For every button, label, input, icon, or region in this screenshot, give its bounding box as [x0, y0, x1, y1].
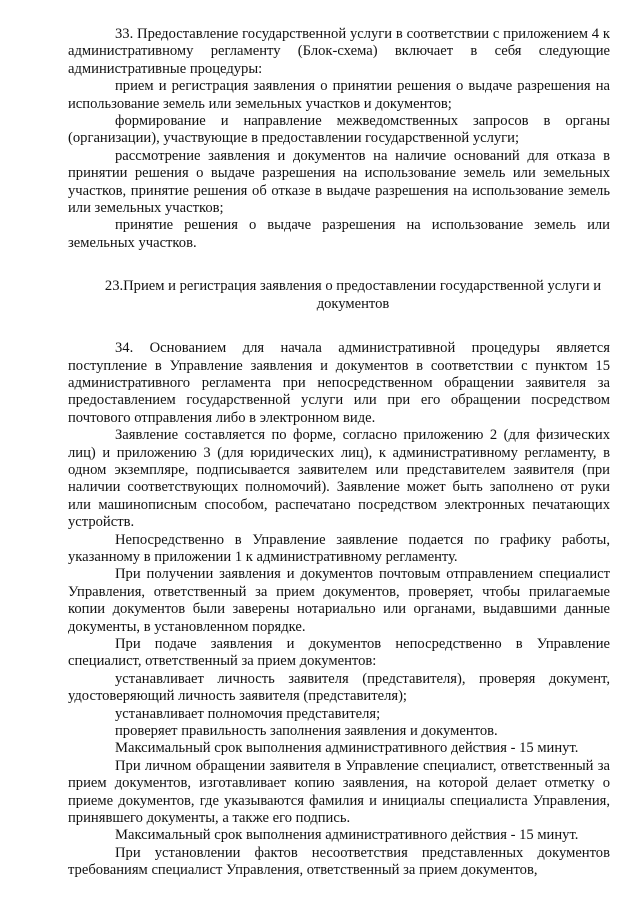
paragraph-34-direct-item-2: устанавливает полномочия представителя; [115, 705, 381, 722]
document-page [68, 26, 610, 880]
paragraph-34-direct-item-3: проверяет правильность заполнения заявления и документов. [115, 723, 498, 740]
paragraph-34-form: Заявление составляется по форме, согласно приложению 2 (для физических лиц) и приложению 3 (для юридических лиц), к административному регламенту, в одном экземпляре, подписывается заявителем или представителем заявителя (при наличии соответствующих полномочий). Заявление может быть заполнено от руки или машинописным способом, распечатано посредством электронных печатающих устройств. [68, 427, 610, 531]
paragraph-33-item-4: принятие решения о выдаче разрешения на использование земель или земельных участков. [68, 217, 610, 251]
paragraph-34-mail: При получении заявления и документов почтовым отправлением специалист Управления, ответственный за прием документов, проверяет, чтобы прилагаемые копии документов были заверены нотариально или органами, выдавшими данные документы, в установленном порядке. [68, 566, 610, 635]
paragraph-33-item-1: прием и регистрация заявления о принятии решения о выдаче разрешения на использование земель или земельных участков и документов; [68, 78, 610, 112]
paragraph-34-intro: 34. Основанием для начала административной процедуры является поступление в Управление заявления и документов в соответствии с пунктом 15 административного регламента при непосредственном обращении заявителя за предоставлением государственной услуги или при его обращении посредством почтового отправления либо в электронном виде. [68, 340, 610, 426]
paragraph-34-schedule: Непосредственно в Управление заявление подается по графику работы, указанному в приложении 1 к административному регламенту. [68, 531, 610, 565]
paragraph-34-max-time-1: Максимальный срок выполнения административного действия - 15 минут. [115, 740, 579, 757]
paragraph-33-item-2: формирование и направление межведомственных запросов в органы (организации), участвующие в предоставлении государственной услуги; [68, 113, 610, 147]
paragraph-34-direct-item-1: устанавливает личность заявителя (представителя), проверяя документ, удостоверяющий личность заявителя (представителя); [68, 670, 610, 705]
paragraph-34-mismatch: При установлении фактов несоответствия представленных документов требованиям специалист Управления, ответственный за прием документов, [68, 844, 610, 879]
paragraph-34-max-time-2: Максимальный срок выполнения административного действия - 15 минут. [115, 827, 579, 844]
paragraph-34-direct: При подаче заявления и документов непосредственно в Управление специалист, ответственный за прием документов: [68, 636, 610, 670]
paragraph-33-item-3: рассмотрение заявления и документов на наличие оснований для отказа в принятии решения о выдаче разрешения на использование земель или земельных участков, принятие решения об отказе в выдаче разрешения на использование земель или земельных участков; [68, 147, 610, 217]
paragraph-33-intro: 33. Предоставление государственной услуги в соответствии с приложением 4 к административному регламенту (Блок-схема) включает в себя следующие административные процедуры: [68, 26, 610, 77]
paragraph-34-personal: При личном обращении заявителя в Управление специалист, ответственный за прием документов, изготавливает копию заявления, на которой делает отметку о приеме документов, где указываются фамилия и инициалы специалиста Управления, принявшего документы, а также его подпись. [68, 757, 610, 827]
section-heading-23: 23.Прием и регистрация заявления о предоставлении государственной услуги и документов [104, 278, 602, 312]
